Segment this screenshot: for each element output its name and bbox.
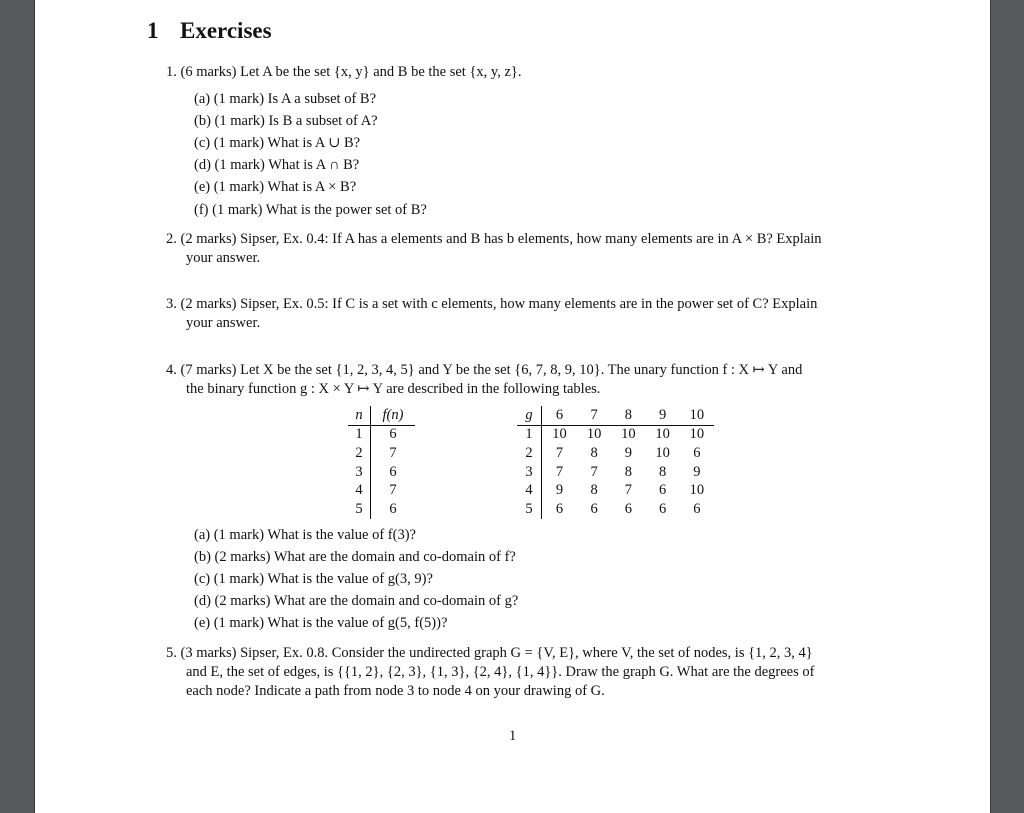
table-cell: 10 <box>689 426 705 443</box>
question-4-part-e: (e) (1 mark) What is the value of g(5, f(5))? <box>194 615 448 631</box>
question-1-part-b: (b) (1 mark) Is B a subset of A? <box>194 113 378 129</box>
table-cell: 10 <box>586 426 602 443</box>
question-3-line-1: 3. (2 marks) Sipser, Ex. 0.5: If C is a set with c elements, how many elements are in the power set of C? Explain <box>166 296 818 312</box>
table-cell: 2 <box>348 444 371 463</box>
g-table-corner: g <box>517 406 542 425</box>
table-cell: 8 <box>624 463 632 480</box>
table-row <box>348 444 415 463</box>
section-heading <box>147 18 272 44</box>
table-cell: 9 <box>693 463 701 480</box>
question-4-part-d: (d) (2 marks) What are the domain and co-domain of g? <box>194 593 519 609</box>
f-table-header-n: n <box>348 406 371 425</box>
table-cell: 7 <box>624 482 632 499</box>
table-cell: 4 <box>517 481 542 500</box>
question-5-line-1: 5. (3 marks) Sipser, Ex. 0.8. Consider the undirected graph G = {V, E}, where V, the set of nodes, is {1, 2, 3, 4} <box>166 645 813 661</box>
table-row <box>517 463 714 482</box>
f-table-header <box>348 406 415 425</box>
table-cell: 3 <box>517 463 542 482</box>
question-1-stem: 1. (6 marks) Let A be the set {x, y} and B be the set {x, y, z}. <box>166 64 522 80</box>
table-row <box>348 425 415 444</box>
question-5-line-2: and E, the set of edges, is {{1, 2}, {2, 3}, {1, 3}, {2, 4}, {1, 4}}. Draw the graph G. What are the degrees of <box>186 664 815 680</box>
table-cell: 3 <box>348 463 371 482</box>
table-cell: 6 <box>693 444 701 461</box>
question-1-part-a: (a) (1 mark) Is A a subset of B? <box>194 91 377 107</box>
table-cell: 7 <box>389 482 397 499</box>
table-cell: 5 <box>517 500 542 519</box>
question-4-part-a: (a) (1 mark) What is the value of f(3)? <box>194 527 416 543</box>
table-cell: 7 <box>389 444 397 461</box>
table-cell: 6 <box>658 482 667 499</box>
g-table-col-header: 7 <box>577 406 611 425</box>
section-number: 1 <box>147 18 159 43</box>
table-row <box>517 500 714 519</box>
table-cell: 5 <box>348 500 371 519</box>
g-table-header <box>517 406 714 425</box>
question-2-line-2: your answer. <box>186 250 261 266</box>
g-table-col-header: 8 <box>611 406 645 425</box>
g-table-col-header: 10 <box>680 406 714 425</box>
g-table-col-header: 6 <box>542 406 577 425</box>
table-row <box>517 481 714 500</box>
table-cell: 1 <box>517 425 542 444</box>
table-cell: 6 <box>389 500 397 517</box>
question-2-line-1: 2. (2 marks) Sipser, Ex. 0.4: If A has a elements and B has b elements, how many elements are in A × B? Explain <box>166 231 822 247</box>
table-cell: 7 <box>590 463 598 480</box>
page-number: 1 <box>509 728 517 744</box>
question-1-part-c: (c) (1 mark) What is A ∪ B? <box>194 135 361 151</box>
question-1-part-d: (d) (1 mark) What is A ∩ B? <box>194 157 360 173</box>
table-cell: 7 <box>555 463 564 480</box>
table-cell: 10 <box>689 482 705 499</box>
table-row <box>348 481 415 500</box>
table-cell: 4 <box>348 481 371 500</box>
table-cell: 6 <box>624 500 632 517</box>
question-4-part-b: (b) (2 marks) What are the domain and co-domain of f? <box>194 549 516 565</box>
table-cell: 10 <box>621 426 636 443</box>
table-cell: 2 <box>517 444 542 463</box>
table-cell: 8 <box>658 463 667 480</box>
table-cell: 10 <box>655 426 670 443</box>
question-4-line-1: 4. (7 marks) Let X be the set {1, 2, 3, 4, 5} and Y be the set {6, 7, 8, 9, 10}. The unary function f : X ↦ Y and <box>166 362 803 378</box>
table-cell: 9 <box>624 444 632 461</box>
table-cell: 7 <box>555 444 564 461</box>
table-cell: 6 <box>590 500 598 517</box>
table-row <box>348 500 415 519</box>
question-3-line-2: your answer. <box>186 315 261 331</box>
table-cell: 10 <box>552 426 567 443</box>
table-cell: 8 <box>590 444 598 461</box>
table-cell: 6 <box>555 500 564 517</box>
table-cell: 6 <box>658 500 667 517</box>
question-1-part-e: (e) (1 mark) What is A × B? <box>194 179 357 195</box>
table-cell: 8 <box>590 482 598 499</box>
g-table <box>517 406 714 519</box>
table-cell: 10 <box>655 444 670 461</box>
table-cell: 6 <box>389 463 397 480</box>
table-row <box>517 444 714 463</box>
f-table-header-fn: f(n) <box>371 406 416 425</box>
question-1-part-f: (f) (1 mark) What is the power set of B? <box>194 202 427 218</box>
table-cell: 6 <box>693 500 701 517</box>
table-cell: 6 <box>389 426 397 443</box>
question-4-line-2: the binary function g : X × Y ↦ Y are described in the following tables. <box>186 381 601 397</box>
section-title: Exercises <box>180 18 272 43</box>
document-page <box>34 0 991 813</box>
table-row <box>348 463 415 482</box>
g-table-col-header: 9 <box>645 406 679 425</box>
table-cell: 1 <box>348 425 371 444</box>
question-5-line-3: each node? Indicate a path from node 3 to node 4 on your drawing of G. <box>186 683 605 699</box>
f-table <box>348 406 415 519</box>
table-row <box>517 425 714 444</box>
table-cell: 9 <box>555 482 564 499</box>
question-4-part-c: (c) (1 mark) What is the value of g(3, 9)? <box>194 571 433 587</box>
